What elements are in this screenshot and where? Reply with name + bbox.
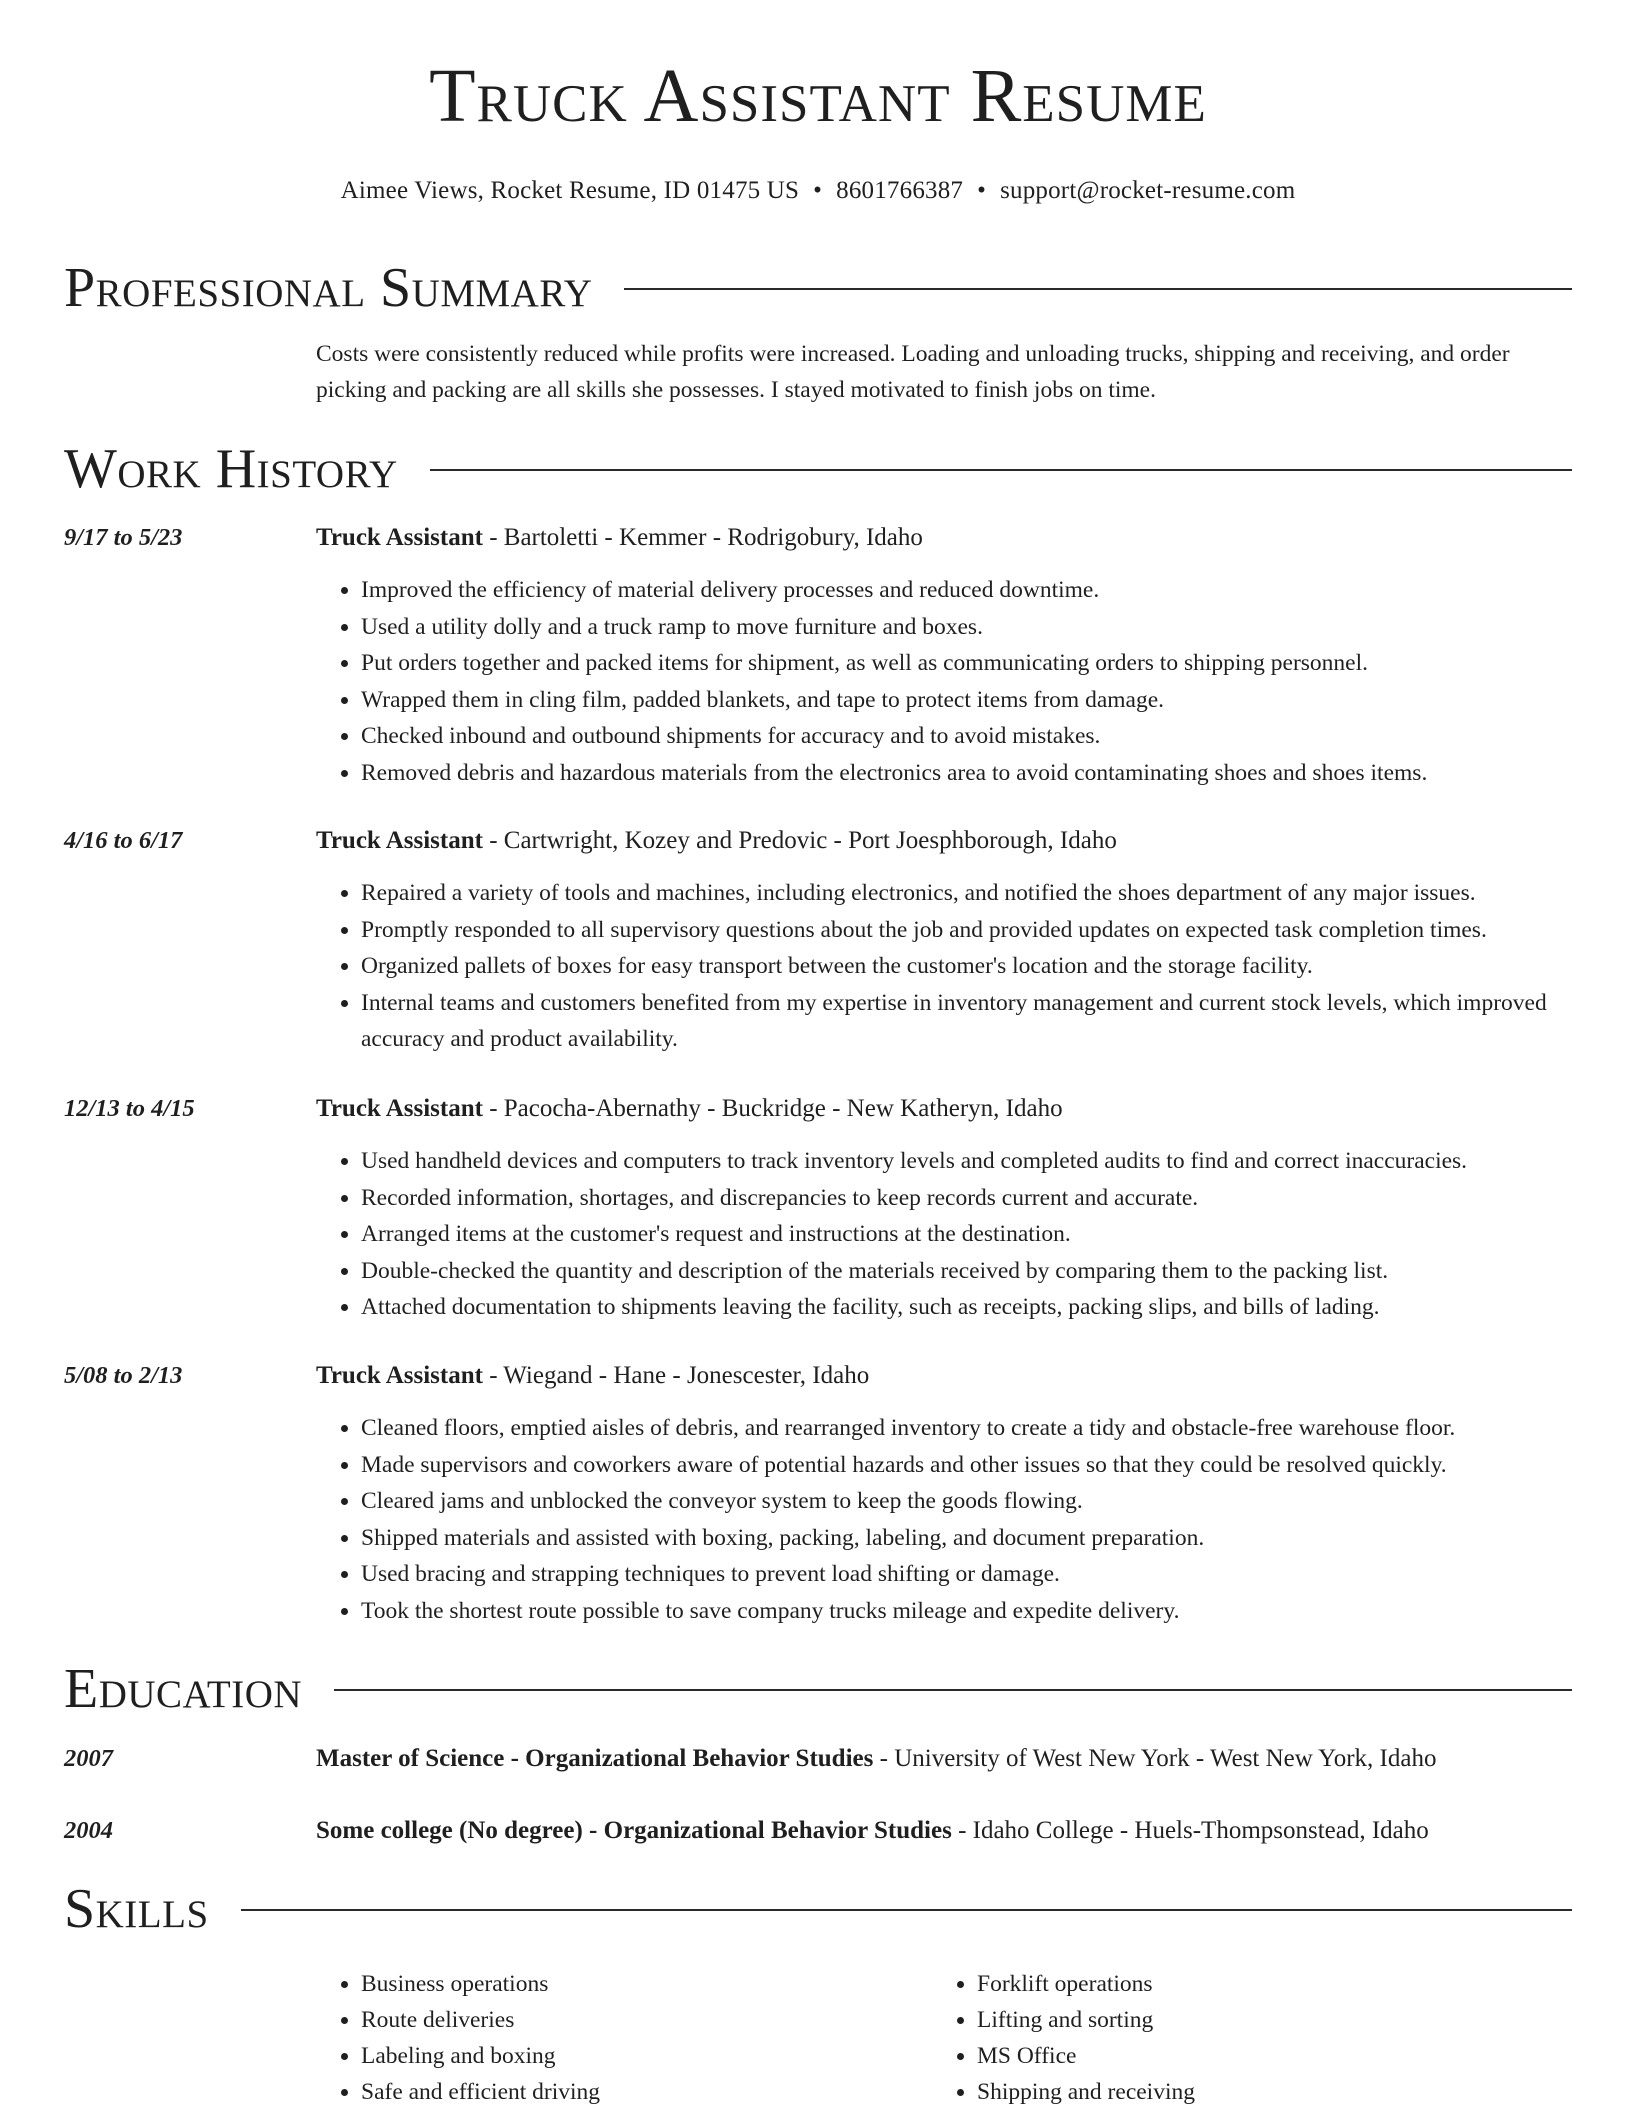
section-rule (624, 288, 1572, 290)
skill-item: • MS Office (977, 2038, 1537, 2074)
education-year: 2004 (64, 1817, 113, 1844)
job-details: - Wiegand - Hane - Jonescester, Idaho (482, 1362, 870, 1389)
separator-dot: • (977, 177, 987, 204)
job-title: Truck Assistant (316, 524, 483, 551)
skill-item: • Shipping and receiving (977, 2074, 1537, 2110)
section-title: Professional Summary (64, 257, 593, 319)
list-item: • Made supervisors and coworkers aware of potential hazards and other issues so that they could be resolved quickly. (361, 1447, 1621, 1484)
contact-line (64, 176, 1572, 206)
list-item: • Promptly responded to all supervisory questions about the job and provided updates on expected task completion times. (361, 912, 1621, 949)
section-header-summary (64, 257, 1572, 319)
list-item: • Improved the efficiency of material delivery processes and reduced downtime. (361, 572, 1621, 609)
job-bullets (316, 572, 1621, 791)
resume-title: Truck Assistant Resume (429, 54, 1207, 138)
job-heading (316, 823, 1117, 859)
section-header-skills (64, 1878, 1572, 1940)
skill-item: • Forklift operations (977, 1966, 1537, 2002)
list-item: • Used handheld devices and computers to track inventory levels and completed audits to find and correct inaccuracies. (361, 1143, 1621, 1180)
job-heading (316, 1358, 869, 1394)
section-title: Work History (64, 438, 398, 500)
address: Aimee Views, Rocket Resume, ID 01475 US (340, 177, 800, 204)
job-title: Truck Assistant (316, 1095, 483, 1122)
list-item: • Cleaned floors, emptied aisles of debris, and rearranged inventory to create a tidy and obstacle-free warehouse floor. (361, 1410, 1621, 1447)
list-item: • Arranged items at the customer's request and instructions at the destination. (361, 1216, 1621, 1253)
section-title: Skills (64, 1878, 209, 1940)
list-item: • Took the shortest route possible to save company trucks mileage and expedite delivery. (361, 1593, 1621, 1630)
section-rule (430, 469, 1572, 471)
education-school: - University of West New York - West New York, Idaho (873, 1745, 1437, 1772)
list-item: • Put orders together and packed items for shipment, as well as communicating orders to shipping personnel. (361, 645, 1621, 682)
list-item: • Recorded information, shortages, and discrepancies to keep records current and accurate. (361, 1180, 1621, 1217)
summary-text: Costs were consistently reduced while profits were increased. Loading and unloading trucks, shipping and receiving, and order picking and packing are all skills she possesses. I stayed motivated to finish jobs on time. (316, 341, 1510, 403)
list-item: • Organized pallets of boxes for easy transport between the customer's location and the storage facility. (361, 948, 1621, 985)
section-header-work-history (64, 438, 1572, 500)
education-entry (64, 1813, 1572, 1849)
section-rule (241, 1909, 1572, 1911)
section-rule (334, 1689, 1572, 1691)
list-item: • Shipped materials and assisted with boxing, packing, labeling, and document preparation. (361, 1520, 1621, 1557)
skills-list-right (932, 1966, 1537, 2110)
education-entry (64, 1741, 1572, 1777)
job-dates: 5/08 to 2/13 (64, 1362, 183, 1389)
list-item: • Double-checked the quantity and description of the materials received by comparing them to the packing list. (361, 1253, 1621, 1290)
list-item: • Cleared jams and unblocked the conveyor system to keep the goods flowing. (361, 1483, 1621, 1520)
job-title: Truck Assistant (316, 1362, 483, 1389)
education-heading (316, 1741, 1436, 1777)
separator-dot: • (813, 177, 823, 204)
job-heading (316, 520, 923, 556)
job-title: Truck Assistant (316, 827, 483, 854)
list-item: • Wrapped them in cling film, padded blankets, and tape to protect items from damage. (361, 682, 1621, 719)
education-heading (316, 1813, 1429, 1849)
section-header-education (64, 1658, 1572, 1720)
education-degree: Some college (No degree) - Organizational Behavior Studies (316, 1817, 952, 1844)
job-dates: 9/17 to 5/23 (64, 524, 183, 551)
phone: 8601766387 (836, 177, 964, 204)
list-item: • Checked inbound and outbound shipments for accuracy and to avoid mistakes. (361, 718, 1621, 755)
job-bullets (316, 1410, 1621, 1629)
job-dates: 12/13 to 4/15 (64, 1095, 195, 1122)
job-dates: 4/16 to 6/17 (64, 827, 183, 854)
job-bullets (316, 875, 1621, 1058)
education-year: 2007 (64, 1745, 113, 1772)
education-degree: Master of Science - Organizational Behavior Studies (316, 1745, 874, 1772)
list-item: • Repaired a variety of tools and machines, including electronics, and notified the shoes department of any major issues. (361, 875, 1621, 912)
email-link[interactable]: support@rocket-resume.com (1000, 177, 1296, 204)
education-school: - Idaho College - Huels-Thompsonstead, Idaho (951, 1817, 1429, 1844)
list-item: • Used a utility dolly and a truck ramp to move furniture and boxes. (361, 609, 1621, 646)
job-details: - Pacocha-Abernathy - Buckridge - New Katheryn, Idaho (482, 1095, 1063, 1122)
job-bullets (316, 1143, 1621, 1326)
section-title: Education (64, 1658, 303, 1720)
skill-item: • Safe and efficient driving (361, 2074, 921, 2110)
job-details: - Bartoletti - Kemmer - Rodrigobury, Idaho (482, 524, 923, 551)
list-item: • Removed debris and hazardous materials from the electronics area to avoid contaminating shoes and shoes items. (361, 755, 1621, 792)
skill-item: • Route deliveries (361, 2002, 921, 2038)
skill-item: • Business operations (361, 1966, 921, 2002)
skills-list-left (316, 1966, 921, 2110)
job-heading (316, 1091, 1063, 1127)
skill-item: • Labeling and boxing (361, 2038, 921, 2074)
list-item: • Attached documentation to shipments leaving the facility, such as receipts, packing slips, and bills of lading. (361, 1289, 1621, 1326)
list-item: • Used bracing and strapping techniques to prevent load shifting or damage. (361, 1556, 1621, 1593)
list-item: • Internal teams and customers benefited from my expertise in inventory management and current stock levels, which improved accuracy and product availability. (361, 985, 1621, 1058)
skill-item: • Lifting and sorting (977, 2002, 1537, 2038)
job-details: - Cartwright, Kozey and Predovic - Port Joesphborough, Idaho (482, 827, 1117, 854)
